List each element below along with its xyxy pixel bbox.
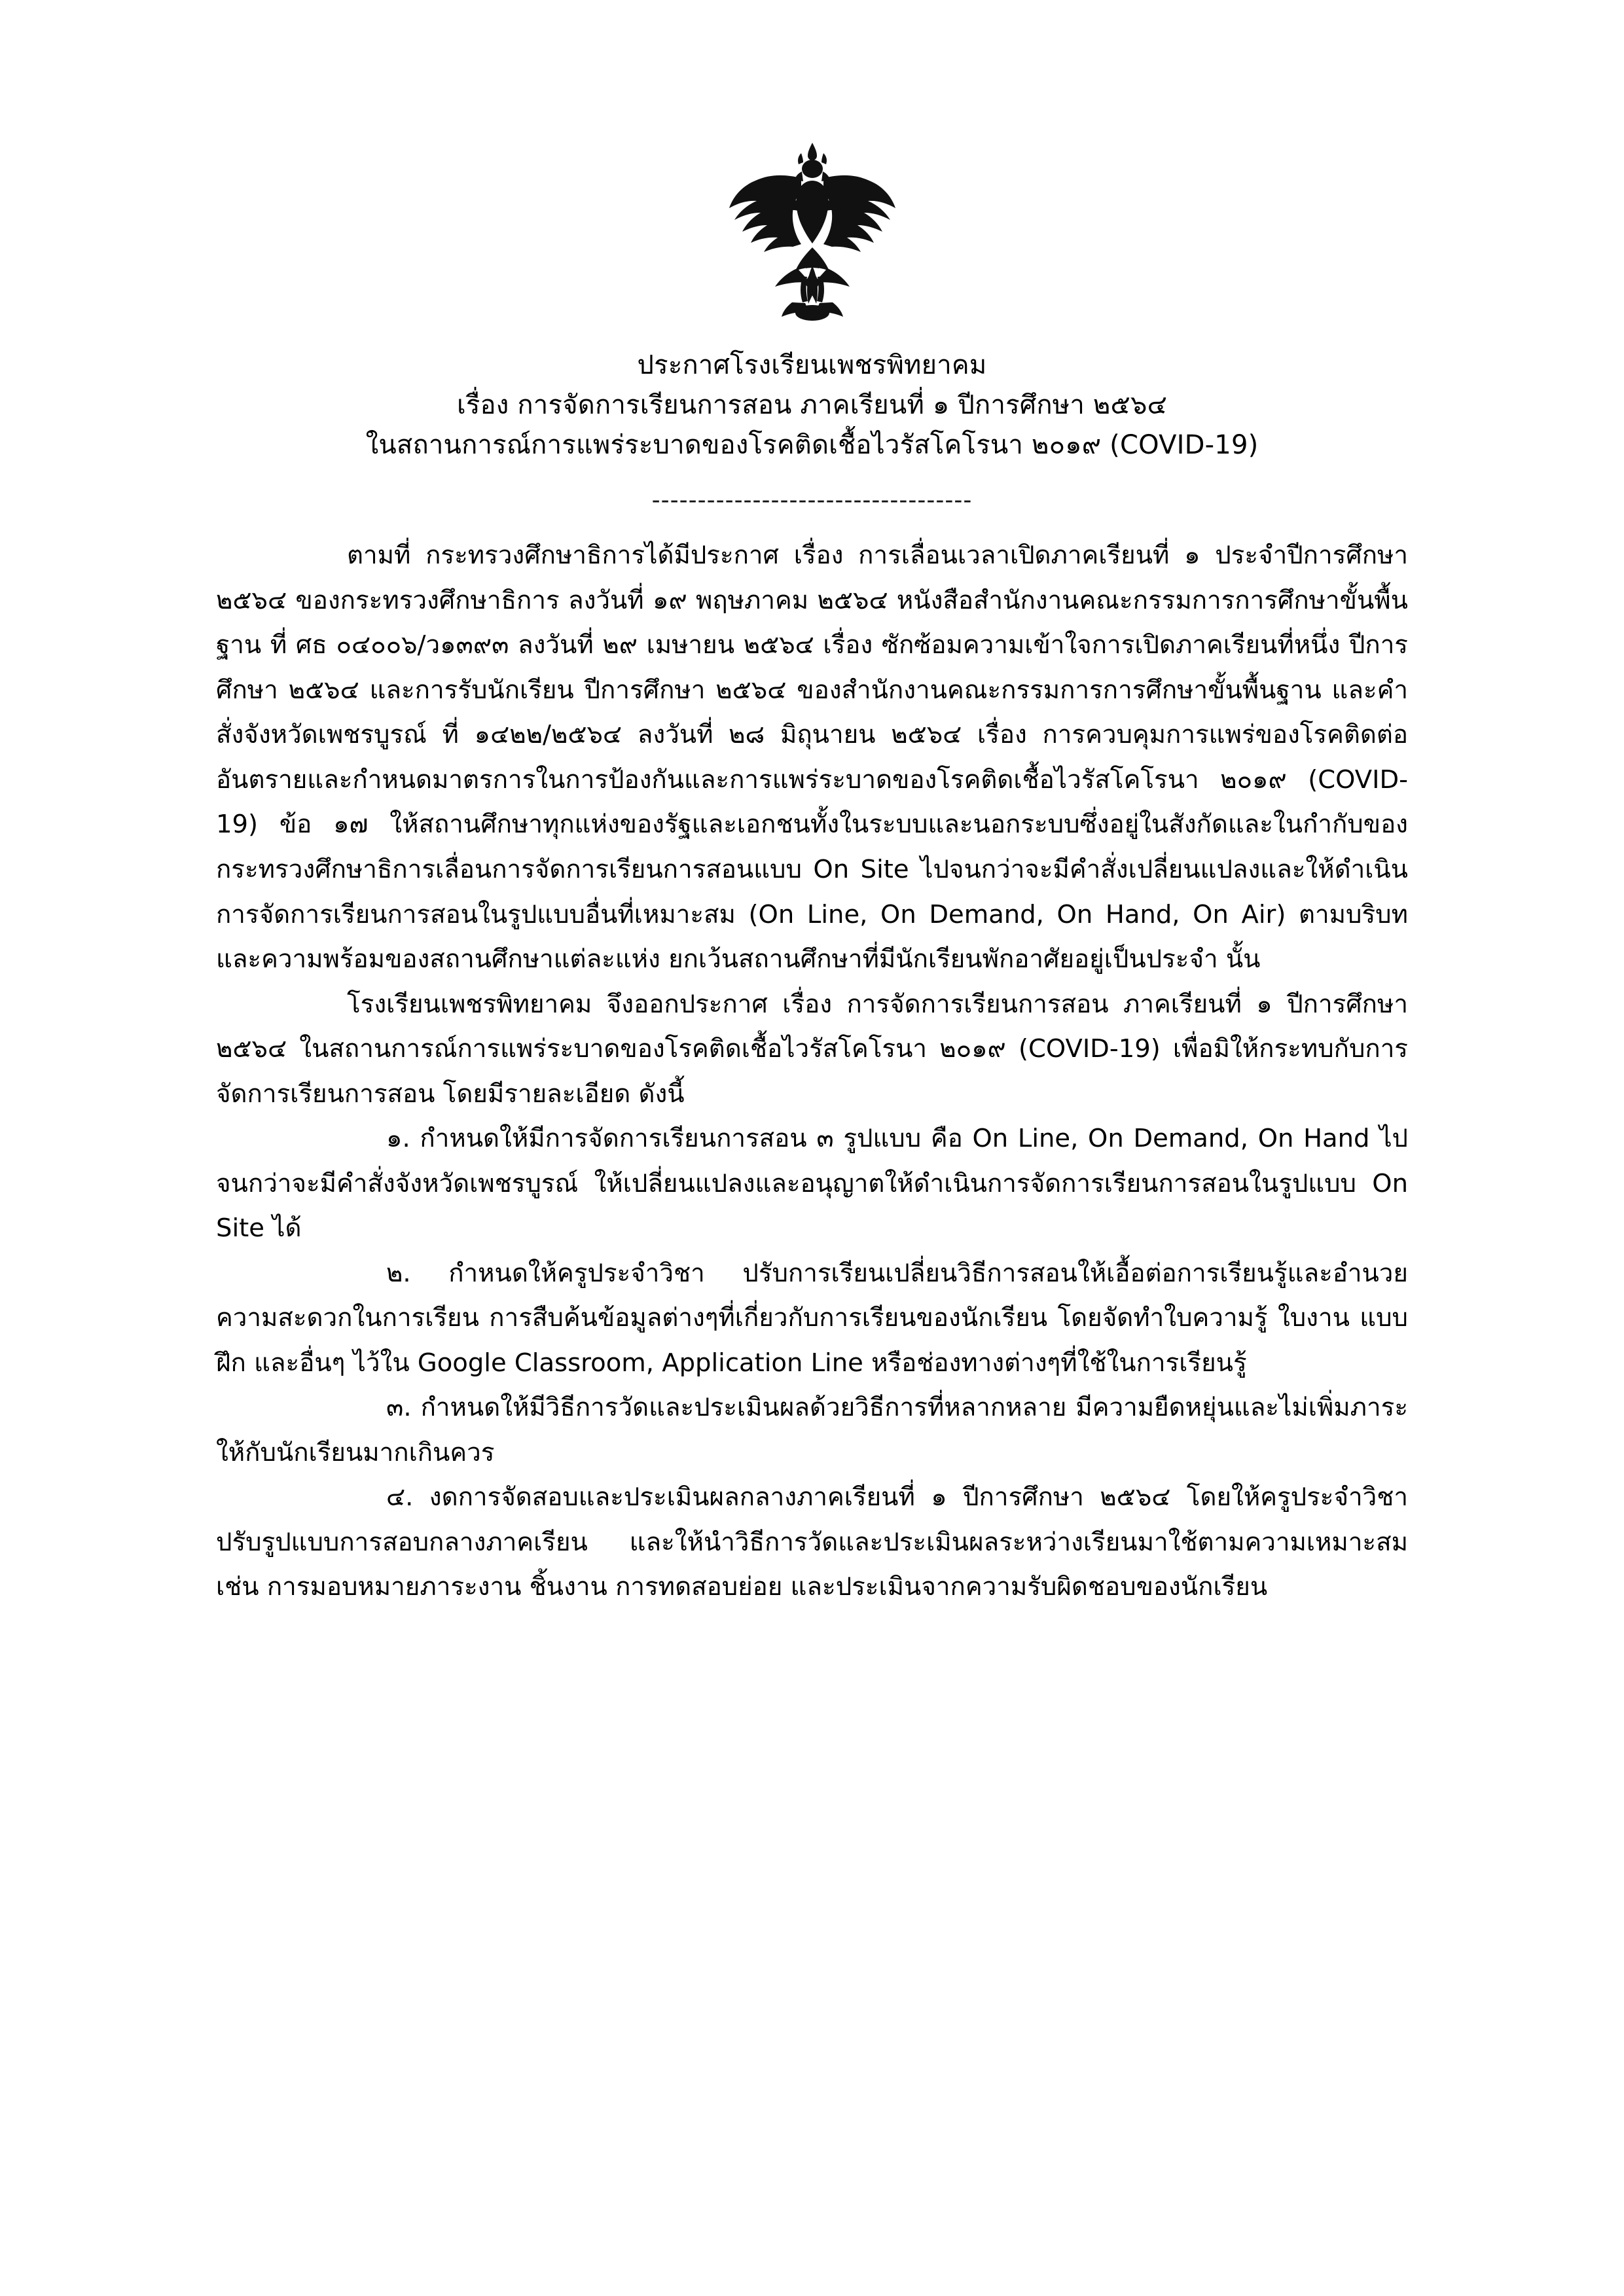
heading-line-1: ประกาศโรงเรียนเพชรพิทยาคม — [637, 350, 987, 380]
document-body — [216, 533, 1408, 1609]
heading-line-3: ในสถานการณ์การแพร่ระบาดของโรคติดเชื้อไวรัสโคโรนา ๒๐๑๙ (COVID-19) — [365, 429, 1259, 460]
paragraph-item-4: ๔. งดการจัดสอบและประเมินผลกลางภาคเรียนที่ ๑ ปีการศึกษา ๒๕๖๔ โดยให้ครูประจำวิชาปรับรูปแบบการสอบกลางภาคเรียน และให้นำวิธีการวัดและประเมินผลระหว่างเรียนมาใช้ตามความเหมาะสม เช่น การมอบหมายภาระงาน ชิ้นงาน การทดสอบย่อย และประเมินจากความรับผิดชอบของนักเรียน — [216, 1482, 1408, 1602]
paragraph-item-3: ๓. กำหนดให้มีวิธีการวัดและประเมินผลด้วยวิธีการที่หลากหลาย มีความยืดหยุ่นและไม่เพิ่มภาระให้กับนักเรียนมากเกินควร — [216, 1393, 1408, 1467]
paragraph-preamble: ตามที่ กระทรวงศึกษาธิการได้มีประกาศ เรื่อง การเลื่อนเวลาเปิดภาคเรียนที่ ๑ ประจำปีการศึกษา ๒๕๖๔ ของกระทรวงศึกษาธิการ ลงวันที่ ๑๙ พฤษภาคม ๒๕๖๔ หนังสือสำนักงานคณะกรรมการการศึกษาขั้นพื้นฐาน ที่ ศธ ๐๔๐๐๖/ว๑๓๙๓ ลงวันที่ ๒๙ เมษายน ๒๕๖๔ เรื่อง ซักซ้อมความเข้าใจการเปิดภาคเรียนที่หนึ่ง ปีการศึกษา ๒๕๖๔ และการรับนักเรียน ปีการศึกษา ๒๕๖๔ ของสำนักงานคณะกรรมการการศึกษาขั้นพื้นฐาน และคำสั่งจังหวัดเพชรบูรณ์ ที่ ๑๔๒๒/๒๕๖๔ ลงวันที่ ๒๘ มิถุนายน ๒๕๖๔ เรื่อง การควบคุมการแพร่ของโรคติดต่ออันตรายและกำหนดมาตรการในการป้องกันและการแพร่ระบาดของโรคติดเชื้อไวรัสโคโรนา ๒๐๑๙ (COVID-19) ข้อ ๑๗ ให้สถานศึกษาทุกแห่งของรัฐและเอกชนทั้งในระบบและนอกระบบซึ่งอยู่ในสังกัดและในกำกับของกระทรวงศึกษาธิการเลื่อนการจัดการเรียนการสอนแบบ On Site ไปจนกว่าจะมีคำสั่งเปลี่ยนแปลงและให้ดำเนินการจัดการเรียนการสอนในรูปแบบอื่นที่เหมาะสม (On Line, On Demand, On Hand, On Air) ตามบริบทและความพร้อมของสถานศึกษาแต่ละแห่ง ยกเว้นสถานศึกษาที่มีนักเรียนพักอาศัยอยู่เป็นประจำ นั้น — [216, 541, 1408, 975]
document-heading — [216, 346, 1408, 465]
paragraph-item-1: ๑. กำหนดให้มีการจัดการเรียนการสอน ๓ รูปแบบ คือ On Line, On Demand, On Hand ไปจนกว่าจะมีคำสั่งจังหวัดเพชรบูรณ์ ให้เปลี่ยนแปลงและอนุญาตให้ดำเนินการจัดการเรียนการสอนในรูปแบบ On Site ได้ — [216, 1124, 1408, 1244]
emblem-container — [216, 137, 1408, 334]
paragraph-item-2: ๒. กำหนดให้ครูประจำวิชา ปรับการเรียนเปลี่ยนวิธีการสอนให้เอื้อต่อการเรียนรู้และอำนวยความสะดวกในการเรียน การสืบค้นข้อมูลต่างๆที่เกี่ยวกับการเรียนของนักเรียน โดยจัดทำใบความรู้ ใบงาน แบบฝึก และอื่นๆ ไว้ใน Google Classroom, Application Line หรือช่องทางต่างๆที่ใช้ในการเรียนรู้ — [216, 1258, 1408, 1378]
heading-divider: ----------------------------------- — [651, 487, 973, 514]
paragraph-announcement: โรงเรียนเพชรพิทยาคม จึงออกประกาศ เรื่อง การจัดการเรียนการสอน ภาคเรียนที่ ๑ ปีการศึกษา ๒๕๖๔ ในสถานการณ์การแพร่ระบาดของโรคติดเชื้อไวรัสโคโรนา ๒๐๑๙ (COVID-19) เพื่อมิให้กระทบกับการจัดการเรียนการสอน โดยมีรายละเอียด ดังนี้ — [216, 989, 1408, 1109]
heading-line-2: เรื่อง การจัดการเรียนการสอน ภาคเรียนที่ ๑ ปีการศึกษา ๒๕๖๔ — [456, 389, 1168, 420]
garuda-emblem-icon — [724, 137, 901, 327]
